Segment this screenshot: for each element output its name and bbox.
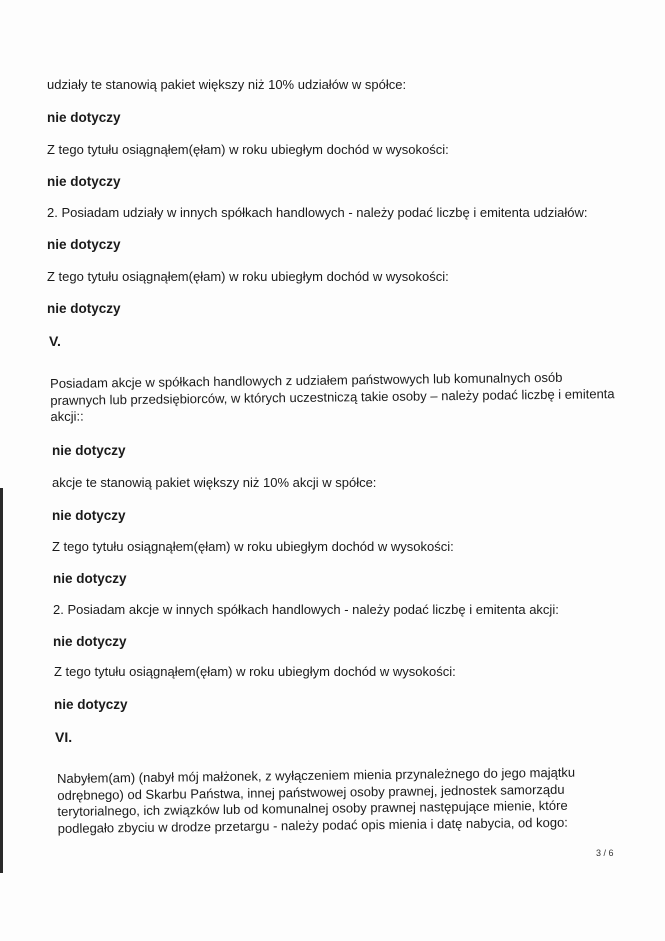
answer-text: nie dotyczy: [47, 110, 121, 125]
paragraph-line: odrębnego) od Skarbu Państwa, innej państwowej osoby prawnej, jednostek samorządu: [57, 781, 565, 803]
answer-text: nie dotyczy: [47, 237, 121, 252]
paragraph-line: terytorialnego, ich związków lub od komunalnej osoby prawnej następujące mienie, które: [57, 797, 568, 819]
answer-text: nie dotyczy: [52, 443, 126, 458]
paragraph-line: Posiadam akcje w spółkach handlowych z udziałem państwowych lub komunalnych osób: [50, 369, 563, 391]
section-heading-v: V.: [49, 333, 61, 349]
text-line: 2. Posiadam udziały w innych spółkach handlowych - należy podać liczbę i emitenta udziałów:: [47, 205, 588, 220]
answer-text: nie dotyczy: [53, 571, 127, 586]
text-line: akcje te stanowią pakiet większy niż 10% akcji w spółce:: [52, 475, 377, 490]
text-line: Z tego tytułu osiągnąłem(ęłam) w roku ubiegłym dochód w wysokości:: [54, 664, 456, 679]
answer-text: nie dotyczy: [54, 697, 128, 712]
section-heading-vi: VI.: [55, 729, 73, 745]
paragraph-vi: [57, 765, 576, 837]
text-line: Z tego tytułu osiągnąłem(ęłam) w roku ubiegłym dochód w wysokości:: [47, 269, 449, 284]
scan-edge-mark: [0, 488, 3, 873]
text-line: udziały te stanowią pakiet większy niż 10% udziałów w spółce:: [47, 77, 407, 92]
paragraph-line: akcji::: [50, 408, 84, 424]
paragraph-v: [50, 369, 615, 425]
paragraph-line: podlegało zbyciu w drodze przetargu - należy podać opis mienia i datę nabycia, od kogo:: [57, 814, 568, 836]
page-number: 3 / 6: [596, 848, 614, 858]
text-line: Z tego tytułu osiągnąłem(ęłam) w roku ubiegłym dochód w wysokości:: [52, 539, 454, 554]
paragraph-line: prawnych lub przedsiębiorców, w których uczestniczą takie osoby – należy podać liczbę i emitenta: [50, 385, 615, 408]
answer-text: nie dotyczy: [47, 174, 121, 189]
text-line: 2. Posiadam akcje w innych spółkach handlowych - należy podać liczbę i emitenta akcji:: [53, 602, 559, 617]
answer-text: nie dotyczy: [53, 634, 127, 649]
answer-text: nie dotyczy: [52, 508, 126, 523]
answer-text: nie dotyczy: [47, 301, 121, 316]
text-line: Z tego tytułu osiągnąłem(ęłam) w roku ubiegłym dochód w wysokości:: [47, 142, 449, 157]
paragraph-line: Nabyłem(am) (nabył mój małżonek, z wyłączeniem mienia przynależnego do jego majątku: [57, 764, 576, 786]
